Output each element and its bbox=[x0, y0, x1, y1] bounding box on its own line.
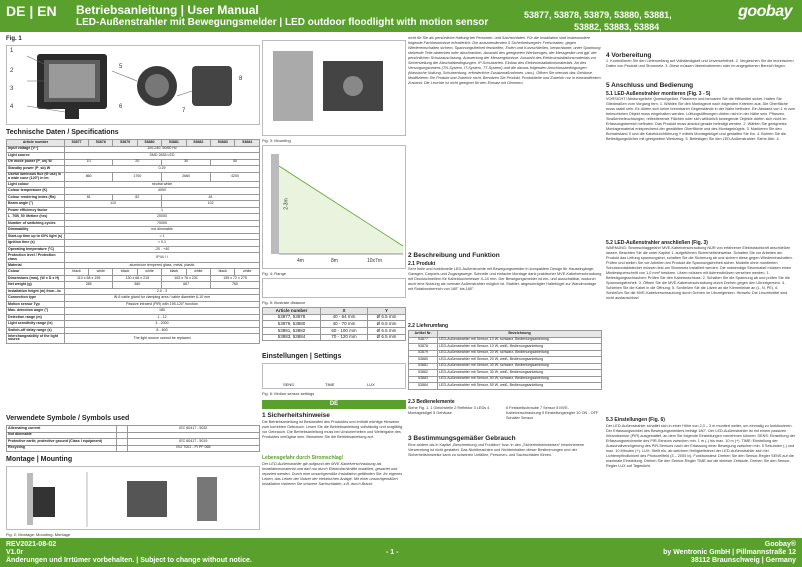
specs-header-cell: 53879 bbox=[113, 140, 137, 147]
specs-value-cell: < 1 bbox=[65, 233, 260, 240]
footer-revision: REV2021-08-02 bbox=[6, 541, 57, 548]
delivery-cell: 53884 bbox=[409, 383, 438, 390]
specs-value-cell: aluminium tempered glass, metal, plastic bbox=[65, 262, 260, 269]
specs-label-cell: Motion sensor Typ bbox=[7, 301, 65, 308]
distance-row bbox=[263, 321, 406, 328]
specs-value-cell: 4000 bbox=[65, 188, 260, 195]
delivery-header-cell: Bezeichnung bbox=[438, 331, 602, 338]
specs-value-cell: The light source cannot be replaced bbox=[65, 334, 260, 343]
specs-label-cell: Dimensions (mm), (W x D x H) bbox=[7, 275, 65, 282]
settings-sens: SENS bbox=[283, 382, 294, 387]
specs-value-cell: < 0.1 bbox=[65, 240, 260, 247]
symbol-name: Alternating current bbox=[7, 426, 117, 433]
de-s2-1-title: 2.1 Produkt bbox=[408, 261, 436, 267]
distance-header-cell: Y bbox=[368, 308, 406, 315]
de-s5-1-text: VORSICHT! Absturzgefahr! Quetschgefahr. Platzieren und benutzen Sie die Hilfsmittel sicher. Halten Sie Gliedmaßen vom Vorgang fern. 1. Wählen Sie den Montageort nach folgenden Kriterien aus: Die Oberfläche muss stabil sein. Es dürfen sich keine brennbaren Gegenstände in der Nähe befinden. Ein Abstand von 1 m zum beleuchteten Objekt muss eingehalten werden. Lüftungsöffnungen dürfen nicht in der Nähe sein. Pflanzen, Straßenbeleuchtungen, reflektierende Flächen oder sich willkürlich bewegende Objekte dürfen sich nicht im Erfassungsbereich befinden. Das Produkt muss absolut gerade befestigt werden. 2. Wählen Sie geeignetes Montagematerial entsprechend der gewählten Oberfläche und des Montagebügels. 3. Markieren Sie den Bohrabstand X und die Kabeldurchführung Y mittels Montagebügel und gestalten Sie ihn. 4. Bohren Sie die Befestigungslöcher mit geeignetem Werkzeug. 5. Befestigen Sie den LED-Außenstrahler. Siehe Abb. 4. bbox=[606, 97, 796, 141]
specs-label-cell: Beam angle (°) bbox=[7, 201, 65, 208]
specs-value-cell: 50 bbox=[211, 159, 260, 166]
specs-value-cell: black bbox=[113, 269, 137, 276]
specs-table bbox=[6, 139, 260, 344]
specs-value-cell: 81 bbox=[162, 194, 260, 201]
footer-note: Änderungen und Irrtümer vorbehalten. | Subject to change without notice. bbox=[6, 557, 252, 564]
specs-value-cell: black bbox=[162, 269, 186, 276]
fig2-mounting bbox=[6, 466, 260, 530]
distance-cell: Ø 6.5 mm bbox=[368, 334, 406, 341]
distance-cell: 40 - 70 mm bbox=[320, 321, 367, 328]
specs-value-cell: white bbox=[137, 269, 161, 276]
specs-value-cell: 380 bbox=[113, 282, 162, 289]
fig3-image bbox=[262, 40, 406, 136]
specs-value-cell: 180 bbox=[65, 308, 260, 315]
specs-value-cell: 8 - 600 bbox=[65, 327, 260, 334]
specs-label-cell: L_70B_50 lifetime (hrs) bbox=[7, 214, 65, 221]
specs-value-cell: 2660 bbox=[162, 172, 211, 181]
distance-header-row bbox=[263, 308, 406, 315]
specs-value-cell: black bbox=[65, 269, 89, 276]
column-description bbox=[408, 36, 608, 457]
fig3-illustration bbox=[263, 41, 407, 137]
fig6-caption: Fig. 6: Motion sensor settings bbox=[262, 391, 315, 396]
delivery-cell: LED-Außenstrahler mit Sensor, 50 W, weiß, Bedienungsanleitung bbox=[438, 383, 602, 390]
distance-header-cell: X bbox=[320, 308, 367, 315]
de-s2-3-list-b: 6 Feststellschraube 7 Sensor 8 MVE-Kabelverschraubung 9 Einstellungsregler 10 ON - OFF Schalter Sensor bbox=[506, 406, 599, 420]
de-s1-warning: Lebensgefahr durch Stromschlag! bbox=[262, 455, 344, 461]
header-bar bbox=[0, 0, 802, 32]
delivery-header-cell: Artikel Nr. bbox=[409, 331, 438, 338]
fig1-num-3: 3 bbox=[10, 86, 14, 92]
de-s1-title: 1 Sicherheitshinweise bbox=[262, 412, 330, 419]
symbol-name: Protective earth; protective ground (Class I equipment) bbox=[7, 439, 117, 446]
de-s2-2-title: 2.2 Lieferumfang bbox=[408, 323, 449, 329]
manual-title: Betriebsanleitung | User Manual bbox=[76, 3, 259, 17]
specs-value-cell: 20 bbox=[113, 159, 162, 166]
specs-value-cell: 82 bbox=[113, 194, 162, 201]
article-numbers-1: 53877, 53878, 53879, 53880, 53881, bbox=[524, 10, 672, 20]
symbols-title: Verwendete Symbole / Symbols used bbox=[6, 415, 130, 422]
delivery-cell: 53882 bbox=[409, 370, 438, 377]
de-s5-2-title: 5.2 LED-Außenstrahler anschließen (Fig. 3) bbox=[606, 240, 708, 246]
de-s1-warning-text: Der LED-Außenstrahler gilt aufgrund der MVE-Kabelverschraubung als Installationsmaterial und darf nur durch Elektrofachkräfte installiert, gewartet und repariert werden. Durch eine unsachgemäße Installation gefährden Sie: Ihr eigenes Leben, das Leben der Nutzer der elektrischen Anlage. Mit einer unsachgemäßen Installation riskieren Sie schwere Sachschäden, z.B. durch Brand. bbox=[262, 462, 403, 486]
distance-table bbox=[262, 307, 406, 341]
symbol-name: Recycling bbox=[7, 445, 117, 452]
de-section-bar: DE bbox=[262, 400, 406, 409]
specs-label-cell: Light colour bbox=[7, 181, 65, 188]
fig1-num-6: 6 bbox=[119, 104, 123, 110]
delivery-row bbox=[409, 383, 602, 390]
language-label: DE | EN bbox=[6, 3, 57, 19]
de-s4-text: 1. Kontrollieren Sie den Lieferumfang auf Vollständigkeit und Unversehrtheit. 2. Vergleichen Sie die technischen Daten von Produkt und Stromnetz. 3. Diese müssen übereinstimmen oder im angegebenen Bereich liegen. bbox=[606, 59, 794, 68]
symbol-standard: IEC 60417 - 5019 bbox=[127, 439, 259, 446]
specs-value-cell: 285 bbox=[65, 282, 113, 289]
specs-label-cell: Installation height (m) from...to bbox=[7, 288, 65, 295]
specs-value-cell: 100-240, 50/60 Hz bbox=[65, 146, 260, 153]
de-s2-1-text: Sehr helle und funktionelle LED-Außenleuchte mit Bewegungsmelder in kompaktem Design für Hauseingänge, Garagen, Carports und Zugangswege. Schnelle und einfache Montage dank praktischer MVE-Kabelverschraubung mit Druckschnellern für Kabeldurchmesser 4–10 mm. Der Bewegungsmelder ist ein- und ausschaltbar, wodurch auch eine Nutzung als normale Außenstrahler möglich ist. Stabiler, abgeschrägter Haltebügel zur Wandmontage mit Rotationsbereich von 180° bis 180°. bbox=[408, 267, 602, 291]
delivery-cell: 53878 bbox=[409, 344, 438, 351]
distance-cell: Ø 6.5 mm bbox=[368, 321, 406, 328]
specs-label-cell: Light sensitivity range (lx) bbox=[7, 321, 65, 328]
specs-value-cell: 20000 bbox=[65, 214, 260, 221]
distance-row bbox=[263, 328, 406, 335]
fig1-num-8: 8 bbox=[239, 76, 243, 82]
specs-value-cell: 30 bbox=[162, 159, 211, 166]
specs-value-cell: IP44 / I bbox=[65, 253, 260, 262]
specs-header-cell: 53883 bbox=[211, 140, 235, 147]
distance-row bbox=[263, 334, 406, 341]
specs-label-cell: On mode power (P_on) W bbox=[7, 159, 65, 166]
specs-table-wrap bbox=[6, 139, 260, 344]
settings-time: TIME bbox=[325, 382, 335, 387]
specs-header-cell: 53880 bbox=[137, 140, 161, 147]
symbol-standard: IEC 60417 - 5032 bbox=[127, 426, 259, 433]
specs-label-cell: Colour bbox=[7, 269, 65, 276]
delivery-cell: LED-Außenstrahler mit Sensor, 50 W, schwarz, Bedienungsanleitung bbox=[438, 376, 602, 383]
specs-value-cell: not dimmable bbox=[65, 227, 260, 234]
specs-label-cell: Useful luminous flux (Φ use) in a wide cone (120°) in lm bbox=[7, 172, 65, 181]
footer-version: V1.0r bbox=[6, 549, 24, 556]
specs-value-cell: 130 x 68 x 215 bbox=[113, 275, 162, 282]
distance-cell: Ø 6.5 mm bbox=[368, 314, 406, 321]
product-title: LED-Außenstrahler mit Bewegungsmelder | LED outdoor floodlight with motion sensor bbox=[76, 17, 489, 28]
specs-label-cell: Power efficiency factor bbox=[7, 207, 65, 214]
symbols-table-wrap bbox=[6, 425, 260, 452]
specs-value-cell: white bbox=[235, 269, 260, 276]
fig3-caption: Fig. 3: Mounting bbox=[262, 138, 291, 143]
fig5-distance bbox=[262, 278, 406, 298]
specs-header-cell: 53882 bbox=[186, 140, 210, 147]
delivery-cell: 53881 bbox=[409, 363, 438, 370]
range-height-label: 2-3m bbox=[283, 198, 290, 210]
specs-value-cell: 2.0 - 3 bbox=[65, 288, 260, 295]
delivery-cell: LED-Außenstrahler mit Sensor, 20 W, weiß, Bedienungsanleitung bbox=[438, 357, 602, 364]
fig1-caption: Fig. 1 bbox=[6, 36, 22, 42]
distance-row bbox=[263, 314, 406, 321]
distance-cell: 60 - 100 mm bbox=[320, 328, 367, 335]
fig1-num-5: 5 bbox=[119, 64, 123, 70]
fig1-num-7: 7 bbox=[182, 108, 186, 114]
specs-value-cell: 4200 bbox=[211, 172, 260, 181]
delivery-cell: 53880 bbox=[409, 357, 438, 364]
range-label-10x7m: 10x7m bbox=[367, 258, 383, 264]
specs-row bbox=[7, 253, 260, 262]
de-s5-2-text: WARNUNG: Stromschlaggefahr! MVE-Kabelverschraubung NUR von erfahrener Elektrofachkraft anschließen lassen. Beachten Sie die unter Kapitel 1. aufgeführten Sicherheitshinweise. Schalten Sie vor Arbeiten am Produkt das Leitung spannungsfrei, schalten Sie die Sicherung ab und sichern diese gegen Wiedereinschalten. Prüfen und stellen Sie vor Arbeiten am Produkt die Spannungsfreiheit sicher. Modelle ohne montierten Schutzkontaktstecker müssen fest am Stromnetz installiert werden. Die notwendige Stromkabel müssen einen Mindestquerschnitt von 1,0 mm² besitzen. Litzen müssen mit Aderendhülsen versehen werden. 1. Befestigungsschrauben: Prüfen Sie den Kabelanschluss. 2. Schalten Sie die Spannung ab und prüfen Sie die Spannungsfreiheit. 3. Öffnen Sie die MVE-Kabelverschraubung durch Drehen gegen den Uhrzeigersinn. 4. Schieben Sie die Kabel in die Öffnung. 5. Schließen Sie die Litzen an die Klemmleiste an (L, N, PE). 6. Schließen Sie die MVE-Kabelverschraubung durch Drehen im Uhrzeigersinn. Hinweis: Die Leuchtmittel sind nicht austauschbar! bbox=[606, 246, 793, 300]
specs-header-cell: 53881 bbox=[162, 140, 186, 147]
specs-value-cell: 1700 bbox=[113, 172, 162, 181]
range-label-8m: 8m bbox=[331, 258, 338, 264]
distance-cell: 70 - 120 mm bbox=[320, 334, 367, 341]
specs-label-cell: Operating temperature (°C) bbox=[7, 246, 65, 253]
fig5-caption: Fig. 5: Illustrate distance bbox=[262, 300, 306, 305]
specs-value-cell: -20 - +40 bbox=[65, 246, 260, 253]
de-s1-text: Die Betriebsanleitung ist Bestandteil des Produktes und enthält wichtige Hinweise zum korrekten Gebrauch. Lesen Sie die Betriebsanleitung vollständig und sorgfältig vor Gebrauch. Die Betriebsanleitung muss bei Unsicherheiten und Weitergabe des Produktes verfügbar sein. Bewahren Sie die Betriebsanleitung auf. bbox=[262, 420, 403, 439]
mounting-title: Montage | Mounting bbox=[6, 456, 73, 463]
specs-value-cell: 3 - 2000 bbox=[65, 321, 260, 328]
symbol-name: Not dimmable bbox=[7, 432, 117, 439]
de-s3-text: Eine andere als in Kapitel „Beschreibung und Funktion“ bzw. in den „Sicherheitshinweisen“ beschriebene Verwendung ist nicht gestattet. Das Nichtbeachten und Nichteinhalten dieser Bestimmungen und der Sicherheitshinweise kann zu schweren Unfällen, Personen- und Sachschäden führen. bbox=[408, 443, 585, 457]
floodlight-illustration bbox=[7, 46, 261, 126]
symbol-standard: ISO 7001 - PI PF 066 bbox=[127, 445, 259, 452]
specs-value-cell: 163 x 76 x 231 bbox=[162, 275, 211, 282]
specs-value-cell: 760 bbox=[211, 282, 260, 289]
fig4-caption: Fig. 4: Range bbox=[262, 271, 287, 276]
fig1-num-2: 2 bbox=[10, 68, 14, 74]
de-s2-3-list-a: Siehe Fig. 1. 1 Gleichstelle 2 Reflektor 3 LEDs 4 Montagebügel 5 Gehäuse bbox=[408, 406, 490, 415]
distance-header-cell: Article number bbox=[263, 308, 321, 315]
specs-value-cell: 0.29 bbox=[65, 166, 260, 173]
footer-bar bbox=[0, 538, 802, 567]
specs-label-cell: Switch-off delay range (s) bbox=[7, 327, 65, 334]
specs-label-cell: Ignition time (s) bbox=[7, 240, 65, 247]
de-s5-title: 5 Anschluss und Bedienung bbox=[606, 82, 694, 89]
fig2-caption: Fig. 2: Montage: Mounting: Montage bbox=[6, 532, 71, 537]
footer-city: 38112 Braunschweig | Germany bbox=[690, 557, 796, 564]
specs-value-cell: 70000 bbox=[65, 220, 260, 227]
symbol-row bbox=[7, 445, 260, 452]
fig1-num-1: 1 bbox=[10, 48, 14, 54]
specs-value-cell: 860 bbox=[65, 172, 113, 181]
specs-label-cell: Light source bbox=[7, 153, 65, 160]
specs-label-cell: Material bbox=[7, 262, 65, 269]
delivery-cell: 53879 bbox=[409, 350, 438, 357]
de-col2-text: nicht für Sie als persönliche Haftung bei Personen- und Sachschäden. Für die Installation sind insbesondere folgende Fachkenntnisse erforderlich: Die anzuwendenden 5 Sicherheitsregeln: Freischalten, gegen Wiedereinschalten sichern, Spannungsfreiheit feststellen, Erden und Kurzschließen, benachbarte, unter Spannung stehende Teile abdecken oder abschranken. Auswahl des geeigneten Werkzeuges, der Messgeräte und ggf. der persönlichen Schutzausrüstung. Auswertung der Messergebnisse. Auswahl des Elektroinstallationsmaterials zur Sicherstellung der Abschaltbedingungen. IP-Schutzarten. Einbau des Elektroinstallationsmaterials. Art des Versorgungsnetzes (TN-System, IT-System, TT-System) und die daraus folgenden Anschlussbedingungen (klassische Nullung, Schutzerdung, erforderliche Zusatzmaßnahmen, usw.). Öffnen Sie niemals das Gehäuse. Modifizieren Sie Produkt und Zubehör nicht. Benutzen Sie Produkt, Produktteile und Zubehör nur in einwandfreiem Zustand. Die Leuchte ist nicht geeignet für den Einsatz mit Dimmern. bbox=[408, 36, 601, 85]
specs-header-cell: 53884 bbox=[235, 140, 260, 147]
specs-value-cell: white bbox=[89, 269, 113, 276]
goobay-logo: goobay bbox=[738, 3, 792, 20]
footer-page-number: - 1 - bbox=[386, 549, 399, 556]
specs-value-cell: 1 - 12 bbox=[65, 314, 260, 321]
specs-value-cell: 81 bbox=[65, 194, 113, 201]
specs-header-cell: Article number bbox=[7, 140, 65, 147]
specs-header-cell: 53878 bbox=[89, 140, 113, 147]
specs-value-cell: 667 bbox=[162, 282, 211, 289]
delivery-cell: LED-Außenstrahler mit Sensor, 10 W, schwarz, Bedienungsanleitung bbox=[438, 337, 602, 344]
settings-title: Einstellungen | Settings bbox=[262, 353, 342, 360]
fig1-num-4: 4 bbox=[10, 104, 14, 110]
fig6-settings bbox=[262, 363, 406, 389]
specs-header-cell: 53877 bbox=[65, 140, 89, 147]
specs-label-cell: Connection type bbox=[7, 295, 65, 302]
specs-value-cell: 10 bbox=[65, 159, 113, 166]
delivery-cell: LED-Außenstrahler mit Sensor, 30 W, schwarz, Bedienungsanleitung bbox=[438, 363, 602, 370]
de-s5-3-title: 5.3 Einstellungen (Fig. 6) bbox=[606, 417, 665, 423]
distance-table-wrap bbox=[262, 307, 406, 341]
specs-label-cell: Input voltage [V~] bbox=[7, 146, 65, 153]
distance-cell: 53877, 53878 bbox=[263, 314, 321, 321]
specs-label-cell: Protection level / Protection class bbox=[7, 253, 65, 262]
distance-cell: 53881, 53882 bbox=[263, 328, 321, 335]
delivery-table bbox=[408, 330, 602, 390]
delivery-cell: LED-Außenstrahler mit Sensor, 10 W, weiß, Bedienungsanleitung bbox=[438, 344, 602, 351]
delivery-table-wrap bbox=[408, 330, 602, 390]
settings-lux: LUX bbox=[367, 382, 375, 387]
specs-label-cell: Interchangeability of the light source bbox=[7, 334, 65, 343]
specs-value-cell: white bbox=[186, 269, 210, 276]
delivery-cell: LED-Außenstrahler mit Sensor, 20 W, schwarz, Bedienungsanleitung bbox=[438, 350, 602, 357]
specs-value-cell: 110 x 68 x 195 bbox=[65, 275, 113, 282]
delivery-cell: LED-Außenstrahler mit Sensor, 30 W, weiß, Bedienungsanleitung bbox=[438, 370, 602, 377]
delivery-cell: 53883 bbox=[409, 376, 438, 383]
specs-value-cell: 195 x 72 x 275 bbox=[211, 275, 260, 282]
specs-value-cell: 1 bbox=[65, 207, 260, 214]
specs-label-cell: Colour rendering index (Ra) bbox=[7, 194, 65, 201]
specs-label-cell: Detection range (m) bbox=[7, 314, 65, 321]
specs-row bbox=[7, 172, 260, 181]
specs-value-cell: Passive infrared (PIR) with 195-120° function bbox=[65, 301, 260, 308]
de-s2-3-title: 2.3 Bedienelemente bbox=[408, 399, 455, 405]
specs-label-cell: Max. detection angle (°) bbox=[7, 308, 65, 315]
specs-label-cell: Dimmability bbox=[7, 227, 65, 234]
specs-value-cell: black bbox=[211, 269, 235, 276]
specs-row bbox=[7, 334, 260, 343]
specs-title: Technische Daten / Specifications bbox=[6, 129, 119, 136]
range-label-4m: 4m bbox=[297, 258, 304, 264]
specs-label-cell: Net weight (g) bbox=[7, 282, 65, 289]
specs-value-cell: 110 bbox=[65, 201, 162, 208]
specs-label-cell: Standby power (P_sb) W bbox=[7, 166, 65, 173]
de-s5-1-title: 5.1 LED-Außenstrahler montieren (Fig. 3 - 5) bbox=[606, 91, 711, 97]
symbols-table bbox=[6, 425, 260, 452]
specs-label-cell: Colour temperature (K) bbox=[7, 188, 65, 195]
mounting-illustration bbox=[7, 467, 261, 531]
specs-value-cell: neutral white bbox=[65, 181, 260, 188]
de-s4-title: 4 Vorbereitung bbox=[606, 52, 652, 59]
distance-cell: 53883, 53884 bbox=[263, 334, 321, 341]
specs-value-cell: SMD 2835 LED bbox=[65, 153, 260, 160]
footer-company: by Wentronic GmbH | Pillmannstraße 12 bbox=[663, 549, 796, 556]
distance-cell: 53879, 53880 bbox=[263, 321, 321, 328]
distance-cell: 40 - 64 mm bbox=[320, 314, 367, 321]
specs-label-cell: Number of switching cycles bbox=[7, 220, 65, 227]
symbol-icon-cell bbox=[117, 445, 128, 452]
de-s5-3-text: Der LED-Außenstrahler schaltet sich in einer Höhe von 2,3 – 3 m montiert weiter, um einmalig zu funktionieren. Der Erfassungswinkel des Bewegungsmelders beträgt 180°. Der LED-Außenstrahler ist mit einem passiven Infrarotsensor (PIR) ausgestattet, an dem Sie folgende Einstellungen vornehmen können: SENS: Einstellung der Erfassungsreichweite des PIR-Sensors zwischen min. 1 m (-) bis max. 10 m (+). TIME: Einstellung der Ausschaltverzögerung des PIR-Sensors nach der Erfassung einer Bewegung zwischen min. 5 Sekunden (-) und max. 10 Minuten (+). LUX: Stellt ein, ab welchem Helligkeitslevel der LED-Außenstrahler sich bei Lichtempfindlichkeit des Photozellfeld (3 – 2000 lx). Funktionstest: Drehen Sie den Sensor-Regler SENS auf die maximale Einstellung. Drehen Sie den Sensor-Regler TIME auf die kleinste Zeitstufe. Drehen Sie den Sensor-Regler LUX auf Tageslicht. bbox=[606, 424, 796, 468]
de-s3-title: 3 Bestimmungsgemäßer Gebrauch bbox=[408, 435, 516, 442]
column-specs bbox=[6, 36, 262, 537]
footer-brand: Goobay® bbox=[764, 541, 796, 548]
fig1-product-image bbox=[6, 45, 260, 125]
specs-label-cell: Start-up time up to 60% light (s) bbox=[7, 233, 65, 240]
distance-cell: Ø 6.5 mm bbox=[368, 328, 406, 335]
specs-value-cell: IN 6 cable gland for clamping area / cable diameter 6-10 mm bbox=[65, 295, 260, 302]
specs-value-cell: 102 bbox=[162, 201, 260, 208]
fig4-range bbox=[262, 145, 406, 269]
article-numbers-2: 53882, 53883, 53884 bbox=[574, 22, 660, 32]
de-s2-title: 2 Beschreibung und Funktion bbox=[408, 252, 500, 259]
delivery-cell: 53877 bbox=[409, 337, 438, 344]
